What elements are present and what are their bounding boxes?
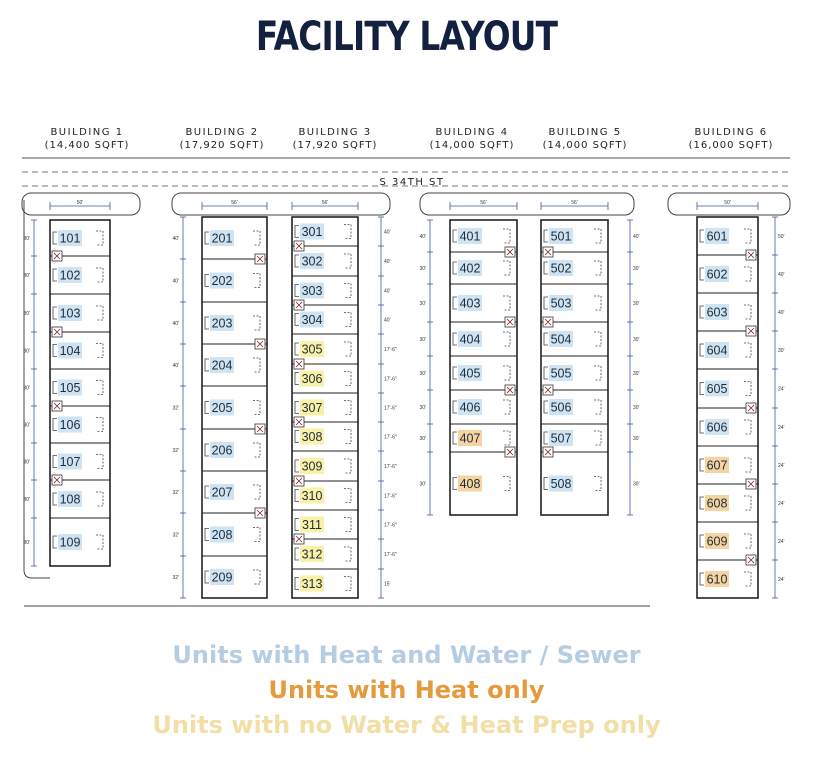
driveway-2 [172, 193, 390, 215]
unit-label: 108 [59, 492, 81, 507]
page-title: FACILITY LAYOUT [255, 14, 558, 60]
unit-label: 311 [302, 518, 322, 532]
unit-label: 405 [459, 366, 481, 381]
depth-label: 24' [778, 386, 785, 393]
building-size-1: (14,400 SQFT) [44, 140, 130, 151]
depth-label: 15' [384, 581, 391, 588]
depth-label: 17'-6" [384, 347, 397, 353]
depth-label: 40' [419, 234, 426, 240]
depth-label: 30' [633, 301, 640, 307]
depth-label: 30' [419, 266, 426, 272]
roads [22, 158, 790, 606]
depth-label: 32' [172, 532, 179, 539]
depth-label: 32' [172, 490, 179, 496]
unit-label: 607 [706, 458, 728, 473]
unit-label: 105 [59, 381, 81, 395]
unit-label: 303 [301, 284, 323, 298]
building-size-4: (14,000 SQFT) [429, 140, 515, 151]
unit-label: 609 [706, 534, 728, 549]
unit-label: 504 [550, 332, 572, 347]
depth-label: 30' [419, 405, 426, 411]
building-name-1: BUILDING 1 [50, 127, 124, 138]
street-name: S 34TH ST [379, 177, 445, 188]
unit-label: 202 [211, 274, 233, 288]
depth-label: 32' [172, 405, 179, 412]
unit-label: 402 [459, 261, 481, 276]
legend-heat-only: Units with Heat only [268, 676, 545, 704]
building-name-3: BUILDING 3 [298, 127, 372, 138]
unit-label: 403 [459, 296, 481, 311]
width-label: 56' [571, 200, 578, 206]
depth-label: 17'-6" [384, 552, 397, 558]
unit-label: 107 [59, 455, 81, 469]
unit-label: 209 [211, 570, 233, 585]
unit-label: 307 [301, 401, 323, 415]
unit-label: 208 [211, 528, 233, 542]
width-label: 50' [76, 200, 84, 206]
building-1 [23, 200, 110, 566]
depth-label: 24' [778, 463, 785, 469]
depth-label: 24' [778, 501, 785, 507]
building-size-5: (14,000 SQFT) [542, 140, 628, 151]
depth-label: 40' [172, 278, 179, 285]
width-label: 56' [231, 200, 238, 206]
legend-no-water-heat-prep: Units with no Water & Heat Prep only [152, 711, 661, 739]
depth-label: 30' [633, 266, 640, 272]
unit-label: 610 [706, 572, 728, 587]
depth-label: 40' [633, 234, 640, 240]
unit-label: 308 [301, 430, 323, 444]
depth-label: 30' [419, 301, 426, 307]
unit-label: 312 [301, 547, 323, 562]
unit-label: 503 [550, 296, 572, 311]
depth-label: 30' [23, 236, 30, 242]
building-5 [541, 200, 640, 515]
depth-label: 30' [419, 481, 426, 488]
unit-label: 301 [301, 225, 323, 239]
depth-label: 30' [419, 436, 426, 442]
depth-label: 30' [23, 311, 30, 317]
unit-label: 101 [59, 231, 81, 246]
building-headers [45, 127, 774, 151]
unit-label: 310 [301, 489, 323, 503]
unit-label: 103 [59, 306, 81, 321]
unit-label: 401 [459, 229, 481, 244]
building-4 [419, 200, 517, 515]
unit-label: 204 [211, 358, 233, 373]
unit-label: 407 [459, 431, 481, 446]
depth-label: 30' [23, 540, 30, 546]
unit-label: 608 [706, 496, 728, 511]
building-name-6: BUILDING 6 [694, 127, 768, 138]
unit-label: 207 [211, 485, 233, 500]
unit-label: 313 [301, 577, 323, 591]
unit-label: 502 [550, 261, 572, 276]
depth-label: 30' [23, 273, 30, 279]
depth-label: 17'-6" [384, 376, 397, 383]
depth-label: 24' [778, 425, 785, 431]
unit-label: 304 [301, 313, 323, 327]
width-label: 50' [724, 200, 731, 206]
depth-label: 40' [384, 229, 391, 236]
unit-label: 302 [301, 254, 323, 269]
width-label: 56' [321, 200, 329, 206]
unit-label: 406 [459, 400, 481, 415]
building-6 [697, 200, 785, 598]
unit-label: 601 [706, 229, 728, 244]
depth-label: 32' [172, 575, 179, 581]
depth-label: 17'-6" [384, 493, 397, 500]
depth-label: 40' [384, 288, 391, 295]
unit-label: 206 [211, 443, 233, 458]
unit-label: 203 [211, 316, 233, 331]
depth-label: 17'-6" [384, 434, 397, 441]
depth-label: 24' [778, 539, 785, 545]
depth-label: 40' [172, 321, 179, 327]
depth-label: 30' [23, 348, 30, 355]
unit-label: 102 [59, 268, 81, 283]
depth-label: 30' [633, 436, 640, 442]
depth-label: 40' [778, 310, 785, 316]
unit-label: 305 [301, 342, 323, 357]
unit-label: 109 [59, 535, 81, 550]
unit-label: 606 [706, 420, 728, 435]
unit-label: 506 [550, 400, 572, 415]
depth-label: 30' [23, 422, 30, 429]
depth-label: 30' [23, 497, 30, 503]
unit-label: 603 [706, 305, 728, 320]
depth-label: 40' [172, 363, 179, 369]
unit-label: 205 [211, 401, 233, 415]
depth-label: 30' [633, 371, 640, 377]
unit-label: 309 [301, 459, 323, 474]
unit-label: 505 [550, 366, 572, 381]
depth-label: 50' [778, 234, 785, 240]
unit-label: 306 [301, 372, 323, 386]
driveway-3 [420, 193, 634, 215]
unit-label: 408 [459, 477, 481, 491]
depth-label: 30' [633, 405, 640, 411]
depth-label: 40' [778, 272, 785, 278]
buildings [23, 200, 784, 598]
building-name-5: BUILDING 5 [548, 127, 622, 138]
depth-label: 30' [23, 385, 30, 392]
depth-label: 17'-6" [384, 405, 397, 412]
unit-label: 201 [211, 231, 233, 246]
unit-label: 508 [550, 477, 572, 491]
depth-label: 40' [384, 259, 391, 265]
depth-label: 30' [633, 481, 640, 488]
depth-label: 30' [23, 459, 30, 466]
legend-heat-water-sewer: Units with Heat and Water / Sewer [172, 641, 641, 669]
depth-label: 30' [633, 337, 640, 343]
depth-label: 30' [778, 348, 785, 354]
unit-label: 106 [59, 418, 81, 432]
building-2 [172, 200, 267, 598]
unit-label: 501 [550, 229, 572, 244]
building-size-3: (17,920 SQFT) [292, 140, 378, 151]
building-name-4: BUILDING 4 [435, 127, 509, 138]
unit-label: 507 [550, 431, 572, 446]
depth-label: 40' [384, 317, 391, 324]
unit-label: 602 [706, 267, 728, 282]
unit-label: 604 [706, 343, 728, 358]
depth-label: 30' [419, 371, 426, 377]
depth-label: 30' [419, 337, 426, 343]
depth-label: 40' [172, 236, 179, 242]
depth-label: 17'-6" [384, 464, 397, 470]
building-name-2: BUILDING 2 [185, 127, 259, 138]
unit-label: 104 [59, 344, 81, 358]
unit-label: 605 [706, 382, 728, 396]
depth-label: 24' [778, 577, 785, 583]
depth-label: 17'-6" [384, 522, 397, 529]
building-size-6: (16,000 SQFT) [688, 140, 774, 151]
width-label: 56' [480, 200, 487, 206]
building-3 [292, 200, 397, 598]
unit-label: 404 [459, 332, 481, 347]
depth-label: 32' [172, 448, 179, 454]
building-size-2: (17,920 SQFT) [179, 140, 265, 151]
